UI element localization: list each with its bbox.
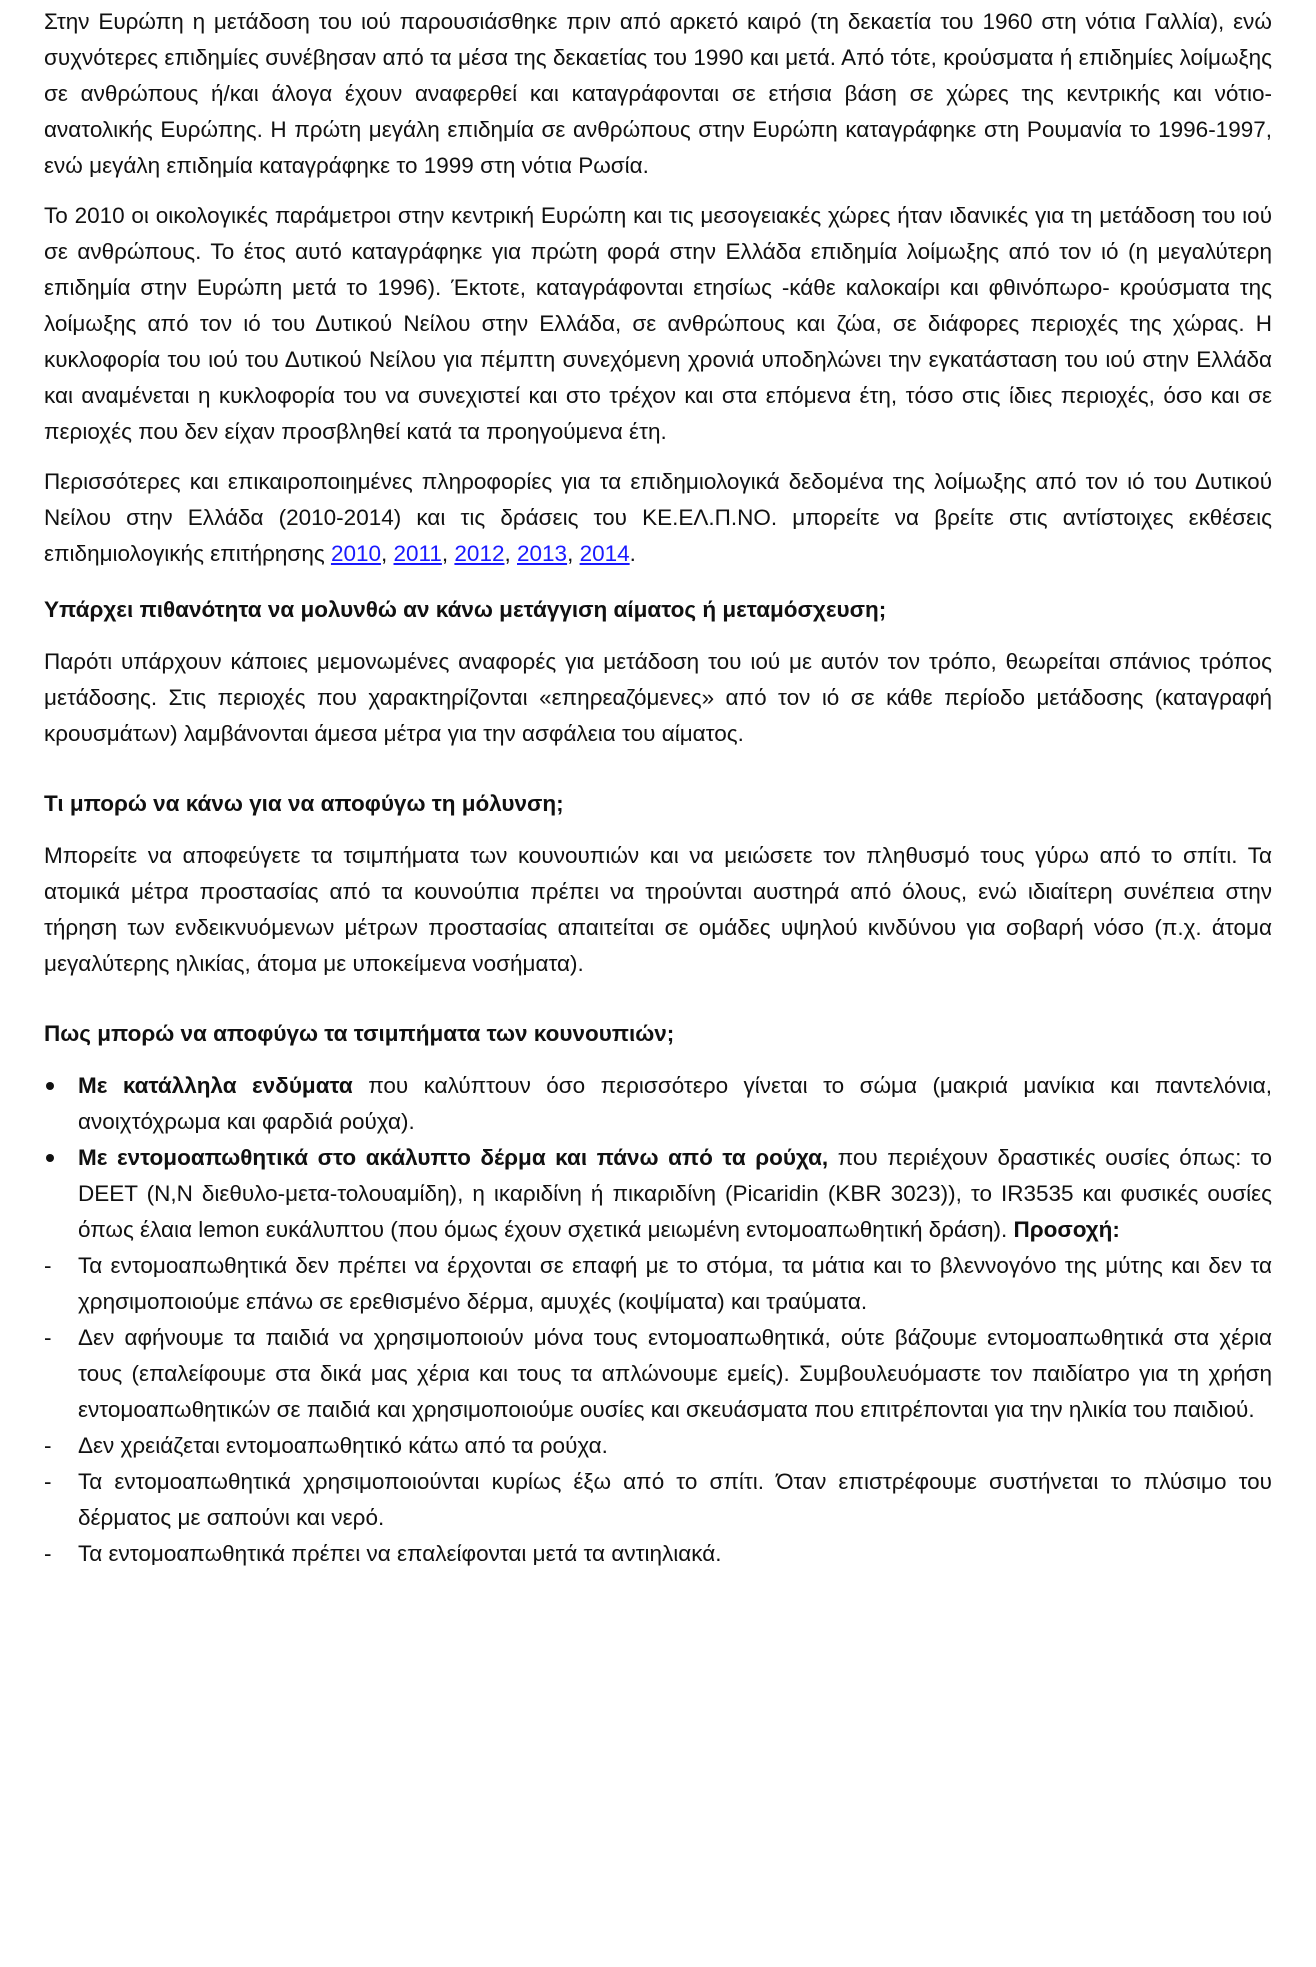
bullet-icon — [46, 1082, 54, 1090]
sub-item-text: Δεν αφήνουμε τα παιδιά να χρησιμοποιούν μόνα τους εντομοαπωθητικά, ούτε βάζουμε εντομοαπωθητικά στα χέρια τους (επαλείφουμε στα δικά μας χέρια και τους τα απλώνουμε εμείς). Συμβουλευόμαστε τον παιδίατρο για τη χρήση εντομοαπωθητικών σε παιδιά και χρησιμοποιούμε ουσίες και σκευάσματα που επιτρέπονται για την ηλικία του παιδιού. — [78, 1325, 1272, 1422]
sentence-end: . — [629, 541, 636, 566]
dash-icon: - — [44, 1253, 52, 1278]
report-link-2010[interactable]: 2010 — [330, 541, 381, 566]
bullet-bold-repellents: Με εντομοαπωθητικά στο ακάλυπτο δέρμα και πάνω από τα ρούχα, — [78, 1145, 829, 1170]
paragraph-avoid-infection: Μπορείτε να αποφεύγετε τα τσιμπήματα των κουνουπιών και να μειώσετε τον πληθυσμό τους γύρω από το σπίτι. Τα ατομικά μέτρα προστασίας από τα κουνούπια πρέπει να τηρούνται αυστηρά από όλους, ενώ ιδιαίτερη συνέπεια στην τήρηση των ενδεικνυόμενων μέτρων προστασίας απαιτείται σε ομάδες υψηλού κινδύνου για σοβαρή νόσο (π.χ. άτομα μεγαλύτερης ηλικίας, άτομα με υποκείμενα νοσήματα). — [44, 843, 1272, 976]
paragraph-greece-2010: Το 2010 οι οικολογικές παράμετροι στην κεντρική Ευρώπη και τις μεσογειακές χώρες ήταν ιδανικές για τη μετάδοση του ιού σε ανθρώπους. Το έτος αυτό καταγράφηκε για πρώτη φορά στην Ελλάδα επιδημία λοίμωξης από τον ιό (η μεγαλύτερη επιδημία στην Ευρώπη μετά το 1996). Έκτοτε, καταγράφονται ετησίως -κάθε καλοκαίρι και φθινόπωρο- κρούσματα της λοίμωξης από τον ιό του Δυτικού Νείλου στην Ελλάδα, σε ανθρώπους και ζώα, σε διάφορες περιοχές της χώρας. Η κυκλοφορία του ιού του Δυτικού Νείλου για πέμπτη συνεχόμενη χρονιά υποδηλώνει την εγκατάσταση του ιού στην Ελλάδα και αναμένεται η κυκλοφορία του να συνεχιστεί και στο τρέχον και στα επόμενα έτη, τόσο στις ίδιες περιοχές, όσο και σε περιοχές που δεν είχαν προσβληθεί κατά τα προηγούμενα έτη. — [44, 203, 1272, 444]
heading-avoid-bites: Πως μπορώ να αποφύγω τα τσιμπήματα των κουνουπιών; — [44, 1021, 675, 1046]
sub-item-text: Τα εντομοαπωθητικά πρέπει να επαλείφονται μετά τα αντιηλιακά. — [78, 1541, 722, 1566]
caution-label: Προσοχή: — [1013, 1217, 1120, 1242]
report-link-2014[interactable]: 2014 — [579, 541, 630, 566]
dash-icon: - — [44, 1325, 52, 1350]
sub-item-text: Τα εντομοαπωθητικά δεν πρέπει να έρχονται σε επαφή με το στόμα, τα μάτια και το βλεννογόνο της μύτης και δεν τα χρησιμοποιούμε επάνω σε ερεθισμένο δέρμα, αμυχές (κοψίματα) και τραύματα. — [78, 1253, 1272, 1314]
sub-item-text: Τα εντομοαπωθητικά χρησιμοποιούνται κυρίως έξω από το σπίτι. Όταν επιστρέφουμε συστήνεται το πλύσιμο του δέρματος με σαπούνι και νερό. — [78, 1469, 1272, 1530]
sub-item — [44, 1464, 1272, 1536]
link-separator: , — [381, 541, 394, 566]
sub-item — [44, 1536, 1272, 1572]
dash-icon: - — [44, 1469, 52, 1494]
bullet-text-clothing: που καλύπτουν όσο περισσότερο γίνεται το σώμα (μακριά μανίκια και παντελόνια, ανοιχτόχρωμα και φαρδιά ρούχα). — [78, 1073, 1273, 1134]
reports-text: Περισσότερες και επικαιροποιημένες πληροφορίες για τα επιδημιολογικά δεδομένα της λοίμωξης από τον ιό του Δυτικού Νείλου στην Ελλάδα (2010-2014) και τις δράσεις του ΚΕ.ΕΛ.Π.ΝΟ. μπορείτε να βρείτε στις αντίστοιχες εκθέσεις επιδημιολογικής επιτήρησης — [44, 469, 1272, 566]
bullet-item-repellents — [44, 1140, 1272, 1248]
paragraph-transfusion: Παρότι υπάρχουν κάποιες μεμονωμένες αναφορές για μετάδοση του ιού με αυτόν τον τρόπο, θεωρείται σπάνιος τρόπος μετάδοσης. Στις περιοχές που χαρακτηρίζονται «επηρεαζόμενες» από τον ιό σε κάθε περίοδο μετάδοσης (καταγραφή κρουσμάτων) λαμβάνονται άμεσα μέτρα για την ασφάλεια του αίματος. — [44, 649, 1272, 746]
report-link-2011[interactable]: 2011 — [393, 541, 442, 566]
link-separator: , — [441, 541, 455, 566]
link-separator: , — [567, 541, 580, 566]
paragraph-reports — [44, 464, 1272, 572]
sub-item-text: Δεν χρειάζεται εντομοαπωθητικό κάτω από τα ρούχα. — [78, 1433, 608, 1458]
bullet-text-repellents: που περιέχουν δραστικές ουσίες όπως: το DEET (N,N διεθυλο-μετα-τολουαμίδη), η ικαριδίνη ή πικαριδίνη (Picaridin (KBR 3023)), το IR3535 και φυσικές ουσίες όπως έλαια lemon ευκάλυπτου (που όμως έχουν σχετικά μειωμένη εντομοαπωθητική δράση). — [78, 1145, 1272, 1242]
bullet-item-clothing — [44, 1068, 1272, 1140]
bites-bullet-list — [44, 1068, 1272, 1248]
heading-avoid-infection: Τι μπορώ να κάνω για να αποφύγω τη μόλυνση; — [44, 791, 564, 816]
dash-icon: - — [44, 1541, 52, 1566]
report-link-2012[interactable]: 2012 — [454, 541, 505, 566]
heading-transfusion: Υπάρχει πιθανότητα να μολυνθώ αν κάνω μετάγγιση αίματος ή μεταμόσχευση; — [44, 597, 887, 622]
sub-item — [44, 1428, 1272, 1464]
sub-item — [44, 1320, 1272, 1428]
sub-item — [44, 1248, 1272, 1320]
report-link-2013[interactable]: 2013 — [517, 541, 568, 566]
link-separator: , — [504, 541, 517, 566]
bullet-bold-clothing: Με κατάλληλα ενδύματα — [78, 1073, 353, 1098]
dash-icon: - — [44, 1433, 52, 1458]
document-page — [44, 4, 1272, 1572]
paragraph-europe-history: Στην Ευρώπη η μετάδοση του ιού παρουσιάσθηκε πριν από αρκετό καιρό (τη δεκαετία του 1960 στη νότια Γαλλία), ενώ συχνότερες επιδημίες συνέβησαν από τα μέσα της δεκαετίας του 1990 και μετά. Από τότε, κρούσματα ή επιδημίες λοίμωξης σε ανθρώπους ή/και άλογα έχουν αναφερθεί και καταγράφονται σε ετήσια βάση σε χώρες της κεντρικής και νότιο-ανατολικής Ευρώπης. Η πρώτη μεγάλη επιδημία σε ανθρώπους στην Ευρώπη καταγράφηκε στη Ρουμανία το 1996-1997, ενώ μεγάλη επιδημία καταγράφηκε το 1999 στη νότια Ρωσία. — [44, 9, 1272, 178]
bullet-icon — [46, 1154, 54, 1162]
caution-sub-list — [44, 1248, 1272, 1572]
